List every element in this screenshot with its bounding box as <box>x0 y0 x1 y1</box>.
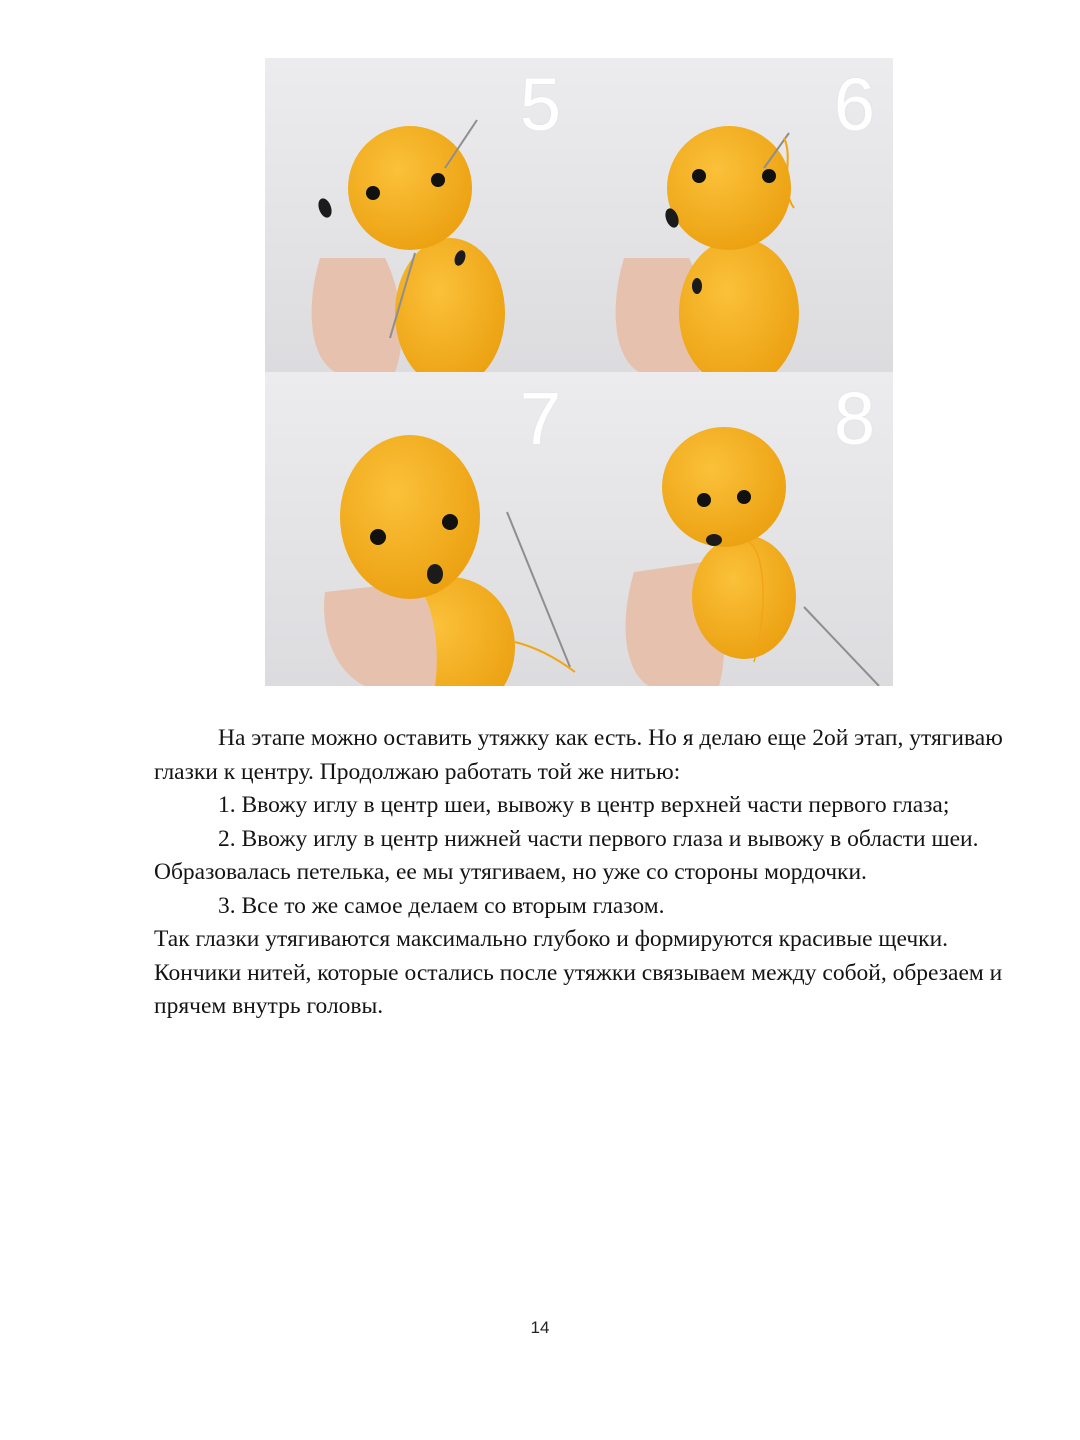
intro-paragraph: На этапе можно оставить утяжку как есть. Но я делаю еще 2ой этап, утягиваю глазки к центру. Продолжаю работать той же нитью: <box>154 725 1003 785</box>
instructions-text <box>154 722 1004 1024</box>
eye-left <box>366 186 380 200</box>
step-item-3: 3. Все то же самое делаем со вторым глазом. <box>218 892 665 919</box>
eye-right <box>431 173 445 187</box>
step-photo-8 <box>579 372 893 686</box>
toy-head <box>662 427 786 547</box>
step-number: 8 <box>833 377 875 460</box>
step-item-1: 1. Ввожу иглу в центр шеи, вывожу в центр верхней части первого глаза; <box>218 792 950 818</box>
toy-head <box>348 126 472 250</box>
closing-paragraph: Так глазки утягиваются максимально глубоко и формируются красивые щечки. Кончики нитей, которые остались после утяжки связываем между собой, обрезаем и прячем внутрь головы. <box>154 926 1003 1019</box>
step-number: 5 <box>519 63 561 146</box>
step-number: 6 <box>833 63 875 146</box>
hand <box>312 258 402 372</box>
step-photo-5 <box>265 58 579 372</box>
page-number: 14 <box>530 1318 550 1337</box>
eye-right <box>762 169 776 183</box>
photo-grid <box>265 58 893 686</box>
nail <box>706 534 722 546</box>
eye-left <box>370 529 386 545</box>
toy-head <box>667 126 791 250</box>
step-photo-7 <box>265 372 579 686</box>
step-photo-6 <box>579 58 893 372</box>
eye-right <box>442 514 458 530</box>
step-item-2: 2. Ввожу иглу в центр нижней части первого глаза и вывожу в области шеи. Образовалась петелька, ее мы утягиваем, но уже со стороны мордочки. <box>154 825 979 885</box>
step-number: 7 <box>519 377 561 460</box>
toy-body <box>692 535 796 659</box>
toy-head <box>340 435 480 599</box>
nail <box>427 564 443 584</box>
eye-left <box>692 169 706 183</box>
eye-left <box>697 493 711 507</box>
eye-right <box>737 490 751 504</box>
